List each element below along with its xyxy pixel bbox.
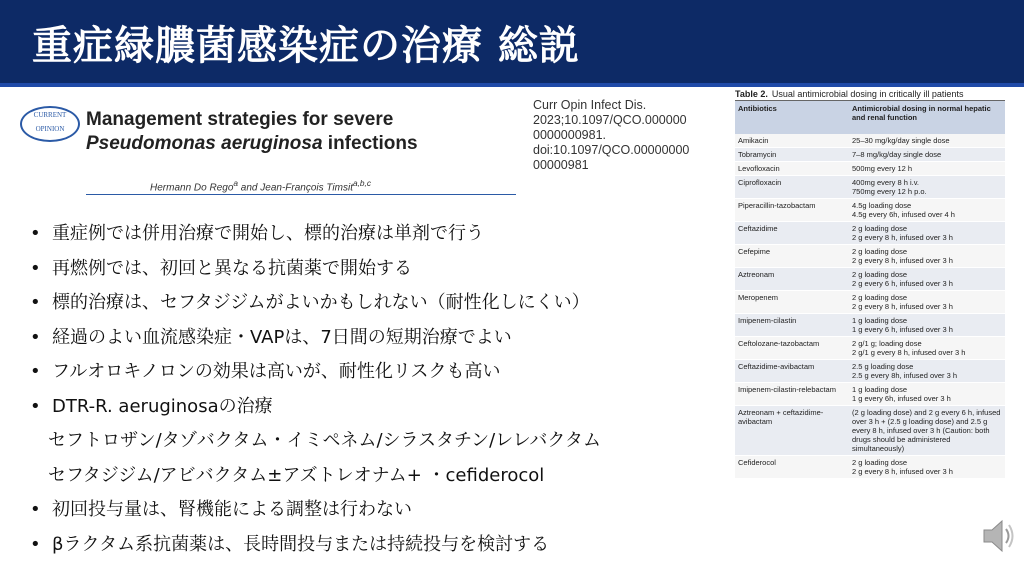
- dose-line: 2 g/1 g every 8 h, infused over 3 h: [852, 348, 966, 357]
- dose-line: 2 g loading dose: [852, 293, 908, 302]
- drug-name-cell: Piperacillin-tazobactam: [735, 199, 849, 222]
- bullet-item: • フルオロキノロンの効果は高いが、耐性化リスクも高い: [30, 360, 720, 395]
- citation-line: doi:10.1097/QCO.00000000: [533, 143, 690, 157]
- drug-name-cell: Amikacin: [735, 134, 849, 148]
- paper-authors: Hermann Do Rego$^a$ and Jean-François Timsit$^{a,b,c}$: [150, 178, 372, 194]
- table-row: [735, 245, 1005, 268]
- dose-line: 1 g loading dose: [852, 316, 908, 325]
- speaker-icon[interactable]: [980, 516, 1016, 556]
- dosing-table-figure: [735, 88, 1005, 550]
- dose-cell: [849, 383, 1005, 406]
- dose-cell: [849, 162, 1005, 176]
- drug-name-cell: Meropenem: [735, 291, 849, 314]
- dose-cell: [849, 291, 1005, 314]
- dose-line: 4.5g every 6h, infused over 4 h: [852, 210, 955, 219]
- paper-divider: [86, 194, 516, 195]
- dose-cell: [849, 314, 1005, 337]
- dose-line: 2 g every 8 h, infused over 3 h: [852, 256, 953, 265]
- dose-line: 2 g loading dose: [852, 458, 908, 467]
- table-row: [735, 162, 1005, 176]
- table-caption: Table 2. Usual antimicrobial dosing in critically ill patients: [735, 88, 1005, 101]
- dose-line: 1 g loading dose: [852, 385, 908, 394]
- table-row: [735, 337, 1005, 360]
- dose-line: 2 g loading dose: [852, 247, 908, 256]
- dose-line: 2.5 g every 8h, infused over 3 h: [852, 371, 958, 380]
- dose-line: 2.5 g loading dose: [852, 362, 914, 371]
- drug-name-cell: Imipenem-cilastin: [735, 314, 849, 337]
- dose-cell: [849, 360, 1005, 383]
- dose-line: 750mg every 12 h p.o.: [852, 187, 927, 196]
- dose-line: 500mg every 12 h: [852, 164, 913, 173]
- dose-line: 2 g/1 g; loading dose: [852, 339, 922, 348]
- drug-name-cell: Ceftolozane-tazobactam: [735, 337, 849, 360]
- dose-line: 1 g every 6 h, infused over 3 h: [852, 325, 953, 334]
- table-row: [735, 199, 1005, 222]
- bullet-item: • 再燃例では、初回と異なる抗菌薬で開始する: [30, 257, 720, 292]
- table-row: [735, 360, 1005, 383]
- dose-line: 1 g every 6h, infused over 3 h: [852, 394, 951, 403]
- table-row: [735, 148, 1005, 162]
- citation-line: Curr Opin Infect Dis.: [533, 98, 647, 112]
- bullet-list: [30, 222, 720, 567]
- citation: [533, 98, 723, 173]
- bullet-item: • DTR-R. aeruginosaの治療: [30, 395, 720, 430]
- bullet-item: • 重症例では併用治療で開始し、標的治療は単剤で行う: [30, 222, 720, 257]
- dose-line: 400mg every 8 h i.v.: [852, 178, 919, 187]
- column-header-dosing: Antimicrobial dosing in normal hepatic and renal function: [849, 101, 1005, 134]
- dose-line: 25–30 mg/kg/day single dose: [852, 136, 950, 145]
- citation-line: 00000981: [533, 158, 589, 172]
- dose-cell: [849, 456, 1005, 479]
- title-underline: [0, 83, 1024, 87]
- dose-cell: [849, 222, 1005, 245]
- dose-line: 2 g every 8 h, infused over 3 h: [852, 302, 953, 311]
- drug-name-cell: Aztreonam + ceftazidime-avibactam: [735, 406, 849, 456]
- dose-line: 7–8 mg/kg/day single dose: [852, 150, 942, 159]
- dosing-table: [735, 101, 1005, 479]
- dose-line: (2 g loading dose) and 2 g every 6 h, infused over 3 h + (2.5 g loading dose) and 2.5 g every 8 h, infused over 3 h (Caution: both drugs should be administered simultaneously): [852, 408, 1001, 453]
- drug-name-cell: Ceftazidime: [735, 222, 849, 245]
- dose-line: 2 g every 8 h, infused over 3 h: [852, 233, 953, 242]
- drug-name-cell: Levofloxacin: [735, 162, 849, 176]
- table-row: [735, 268, 1005, 291]
- dose-cell: [849, 268, 1005, 291]
- table-row: [735, 134, 1005, 148]
- drug-name-cell: Ciprofloxacin: [735, 176, 849, 199]
- dose-line: 2 g loading dose: [852, 270, 908, 279]
- dose-cell: [849, 406, 1005, 456]
- dose-cell: [849, 134, 1005, 148]
- column-header-antibiotics: Antibiotics: [735, 101, 849, 134]
- bullet-item: • 初回投与量は、腎機能による調整は行わない: [30, 498, 720, 533]
- drug-name-cell: Tobramycin: [735, 148, 849, 162]
- title-bar: [0, 0, 1024, 83]
- sub-item: セフトロザン/タゾバクタム・イミペネム/シラスタチン/レレバクタム: [48, 430, 602, 451]
- drug-name-cell: Cefiderocol: [735, 456, 849, 479]
- bullet-item: • βラクタム系抗菌薬は、長時間投与または持続投与を検討する: [30, 533, 720, 568]
- bullet-item: • 経過のよい血流感染症・VAPは、7日間の短期治療でよい: [30, 326, 720, 361]
- dose-cell: [849, 337, 1005, 360]
- dose-cell: [849, 148, 1005, 162]
- table-row: [735, 176, 1005, 199]
- table-row: [735, 222, 1005, 245]
- bullet-item: • 標的治療は、セフタジジムがよいかもしれない（耐性化しにくい）: [30, 291, 720, 326]
- dose-cell: [849, 176, 1005, 199]
- table-row: [735, 406, 1005, 456]
- paper-title: Management strategies for severe Pseudomonas aeruginosa infections: [86, 109, 418, 154]
- dose-cell: [849, 199, 1005, 222]
- drug-name-cell: Cefepime: [735, 245, 849, 268]
- table-row: [735, 383, 1005, 406]
- table-row: [735, 456, 1005, 479]
- drug-name-cell: Imipenem-cilastin-relebactam: [735, 383, 849, 406]
- dose-line: 2 g every 8 h, infused over 3 h: [852, 467, 953, 476]
- paper-header: [20, 100, 515, 200]
- sub-item: セフタジジム/アビバクタム±アズトレオナム+ ・cefiderocol: [48, 464, 545, 486]
- dose-line: 2 g every 6 h, infused over 3 h: [852, 279, 953, 288]
- dose-cell: [849, 245, 1005, 268]
- drug-name-cell: Aztreonam: [735, 268, 849, 291]
- slide-title: 重症緑膿菌感染症の治療 総説: [32, 23, 580, 69]
- table-row: [735, 291, 1005, 314]
- dose-line: 2 g loading dose: [852, 224, 908, 233]
- citation-line: 0000000981.: [533, 128, 606, 142]
- current-opinion-logo: CURRENT OPINION: [20, 106, 80, 142]
- dose-line: 4.5g loading dose: [852, 201, 912, 210]
- table-row: [735, 314, 1005, 337]
- drug-name-cell: Ceftazidime-avibactam: [735, 360, 849, 383]
- citation-line: 2023;10.1097/QCO.000000: [533, 113, 687, 127]
